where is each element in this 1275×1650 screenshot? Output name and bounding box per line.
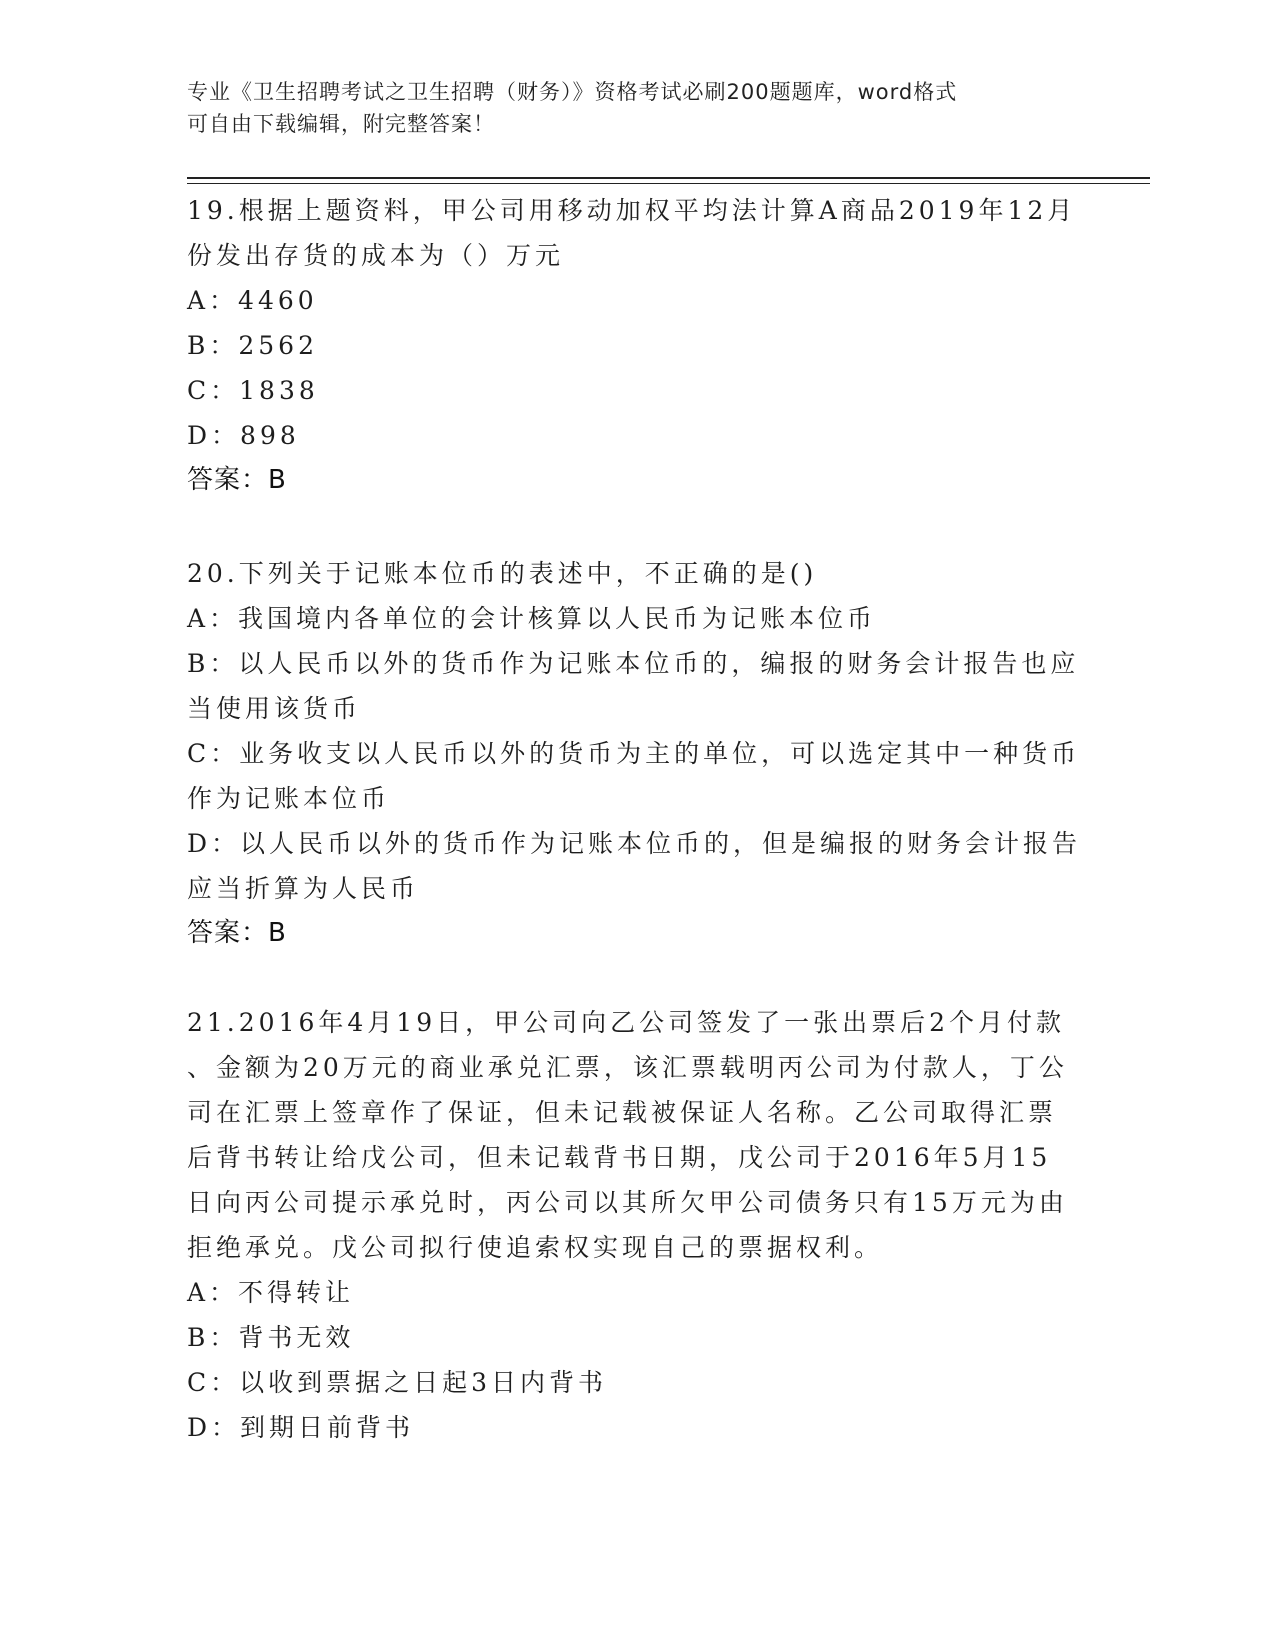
question-stem-line: 份发出存货的成本为（）万元 <box>187 241 565 270</box>
question-21 <box>187 1000 1067 1450</box>
header-rule-thick <box>187 177 1150 179</box>
question-stem-line: 、金额为20万元的商业承兑汇票，该汇票载明丙公司为付款人，丁公 <box>187 1053 1068 1082</box>
option-b: B：背书无效 <box>187 1323 355 1352</box>
question-stem-line: 后背书转让给戊公司，但未记载背书日期，戊公司于2016年5月15 <box>187 1143 1052 1172</box>
option-a: A：我国境内各单位的会计核算以人民币为记账本位币 <box>187 604 877 633</box>
option-a: A：不得转让 <box>187 1278 355 1307</box>
question-stem-line: 20.下列关于记账本位币的表述中，不正确的是() <box>187 559 818 588</box>
option-c: C：1838 <box>187 376 319 405</box>
question-stem-line: 拒绝承兑。戊公司拟行使追索权实现自己的票据权利。 <box>187 1233 884 1262</box>
option-d: D：以人民币以外的货币作为记账本位币的，但是编报的财务会计报告 <box>187 829 1082 858</box>
question-stem-line: 19.根据上题资料，甲公司用移动加权平均法计算A商品2019年12月 <box>187 196 1077 225</box>
option-b: B：2562 <box>187 331 318 360</box>
option-c: C：业务收支以人民币以外的货币为主的单位，可以选定其中一种货币 <box>187 739 1081 768</box>
option-d: D：898 <box>187 421 300 450</box>
question-19 <box>187 188 1077 503</box>
answer-line: 答案：B <box>187 918 287 948</box>
question-20 <box>187 551 1082 956</box>
header-rule-thin <box>187 183 1150 184</box>
option-c-continued: 作为记账本位币 <box>187 784 391 813</box>
question-stem-line: 日向丙公司提示承兑时，丙公司以其所欠甲公司债务只有15万元为由 <box>187 1188 1068 1217</box>
question-stem-line: 司在汇票上签章作了保证，但未记载被保证人名称。乙公司取得汇票 <box>187 1098 1058 1127</box>
option-d-continued: 应当折算为人民币 <box>187 874 420 903</box>
header-line-1: 专业《卫生招聘考试之卫生招聘（财务）》资格考试必刷200题题库，word格式 <box>187 80 958 104</box>
document-header <box>187 76 1067 140</box>
option-d: D：到期日前背书 <box>187 1413 415 1442</box>
option-b-continued: 当使用该货币 <box>187 694 362 723</box>
option-a: A：4460 <box>187 286 318 315</box>
answer-line: 答案：B <box>187 465 287 495</box>
header-line-2: 可自由下载编辑，附完整答案！ <box>187 112 495 136</box>
question-stem-line: 21.2016年4月19日，甲公司向乙公司签发了一张出票后2个月付款 <box>187 1008 1066 1037</box>
option-c: C：以收到票据之日起3日内背书 <box>187 1368 608 1397</box>
option-b: B：以人民币以外的货币作为记账本位币的，编报的财务会计报告也应 <box>187 649 1080 678</box>
